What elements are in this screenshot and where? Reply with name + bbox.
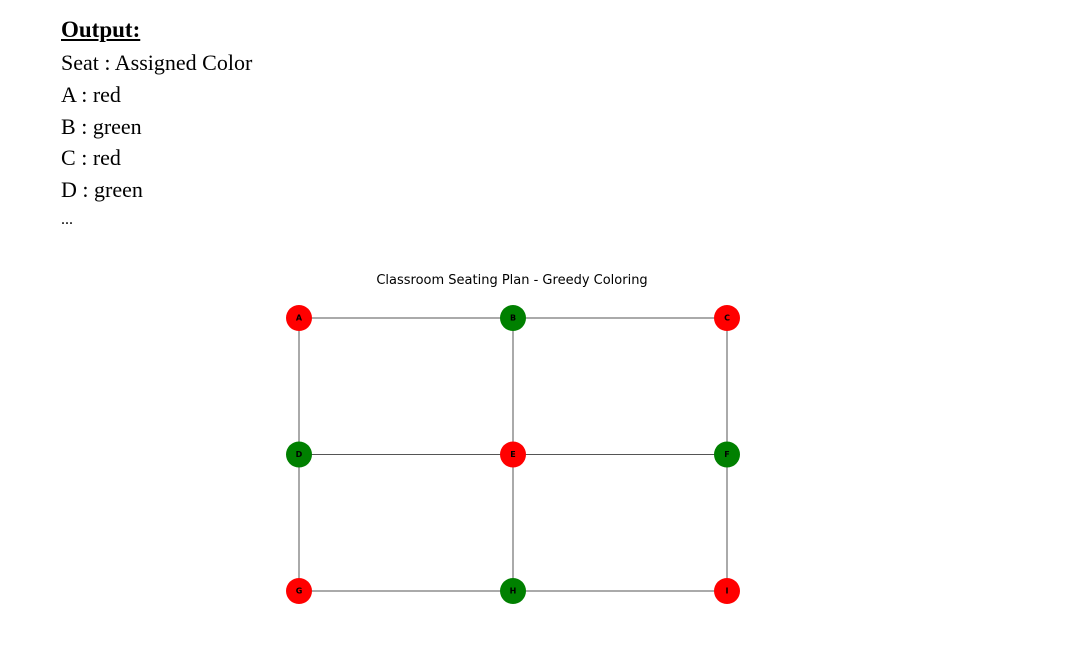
seat-label: A (61, 81, 76, 107)
node-c (714, 305, 740, 331)
node-f (714, 442, 740, 468)
node-i (714, 578, 740, 604)
node-d (286, 442, 312, 468)
seat-label: C (61, 145, 76, 171)
assignment-line: A : red (61, 81, 121, 107)
color-value: green (94, 177, 143, 203)
node-a (286, 305, 312, 331)
node-label: A (295, 313, 303, 323)
node-b (500, 305, 526, 331)
assignment-line: B : green (61, 113, 142, 139)
assignment-line: C : red (61, 145, 121, 171)
node-label: E (510, 450, 516, 459)
node-label: D (295, 450, 303, 459)
ellipsis: ... (61, 210, 73, 228)
node-h (500, 578, 526, 604)
node-label: G (295, 586, 303, 596)
node-label: H (509, 586, 517, 596)
color-value: red (92, 145, 121, 171)
node-label: I (725, 586, 729, 596)
node-e (500, 442, 526, 468)
color-value: green (92, 113, 142, 139)
seat-label: B (61, 113, 76, 139)
node-g (286, 578, 312, 604)
seat-label: D (61, 177, 77, 203)
node-label: C (724, 313, 730, 323)
output-heading: Output: (61, 17, 141, 42)
graph-title: Classroom Seating Plan - Greedy Coloring (376, 273, 648, 288)
color-value: red (92, 81, 121, 107)
node-label: F (724, 450, 730, 459)
node-label: B (509, 313, 517, 323)
header-line: Seat : Assigned Color (61, 50, 253, 75)
assignment-line: D : green (61, 177, 143, 203)
